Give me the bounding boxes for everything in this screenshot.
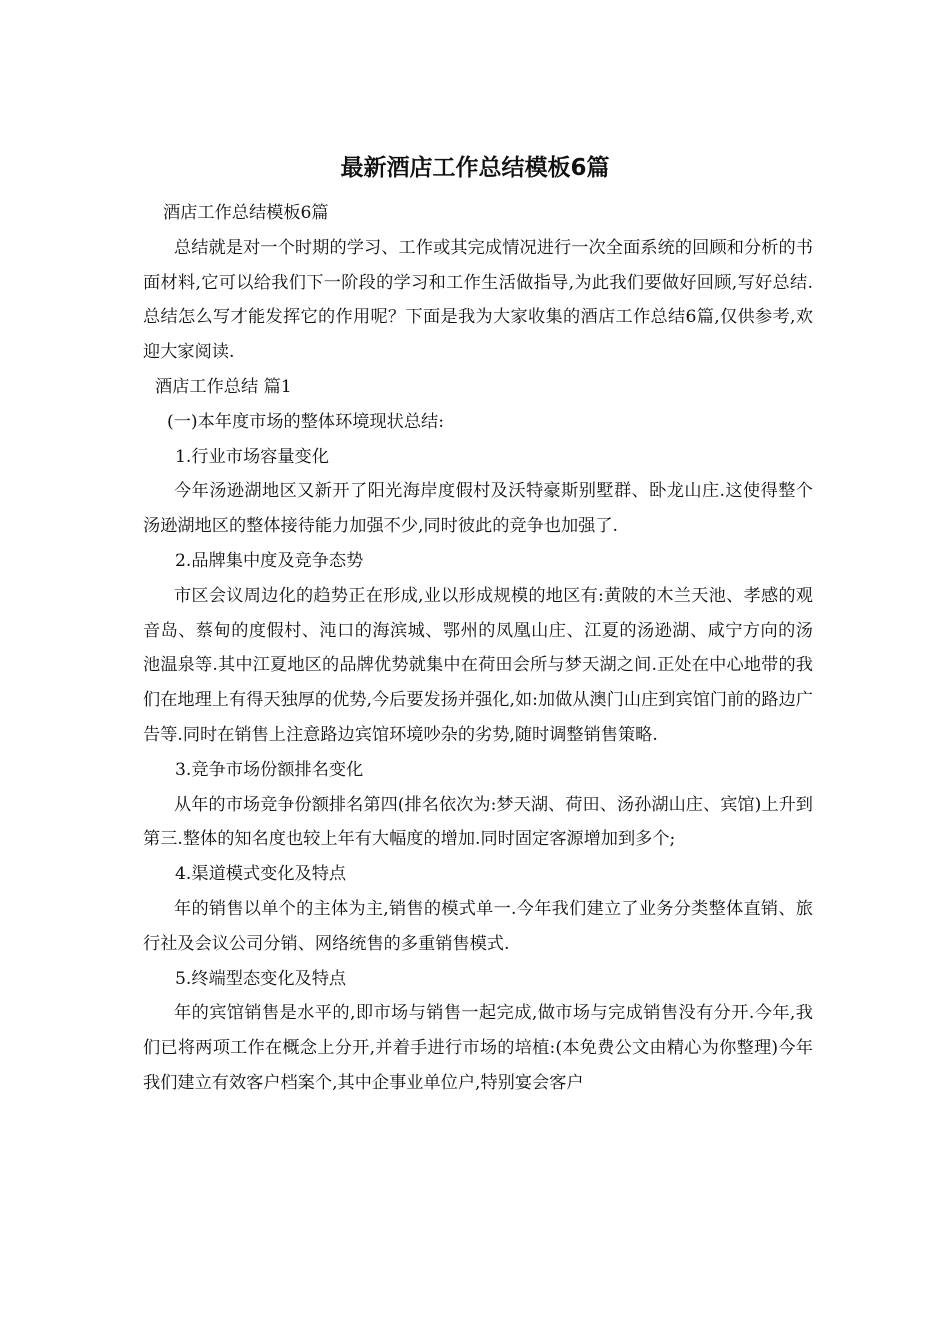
item-text-3: 从年的市场竞争份额排名第四(排名依次为:梦天湖、荷田、汤孙湖山庄、宾馆)上升到第三.整体的知名度也较上年有大幅度的增加.同时固定客源增加到多个; bbox=[143, 794, 813, 850]
item-text-1: 今年汤逊湖地区又新开了阳光海岸度假村及沃特豪斯别墅群、卧龙山庄.这使得整个汤逊湖地区的整体接待能力加强不少,同时彼此的竞争也加强了. bbox=[143, 481, 813, 537]
item-text-5: 年的宾馆销售是水平的,即市场与销售一起完成,做市场与完成销售没有分开.今年,我们已将两项工作在概念上分开,并着手进行市场的培植:(本免费公文由精心为你整理)今年我们建立有效客户档案个,其中企事业单位户,特别宴会客户 bbox=[143, 1003, 813, 1093]
item-heading-4: 4.渠道模式变化及特点 bbox=[175, 864, 347, 885]
document-title: 最新酒店工作总结模板6篇 bbox=[340, 155, 610, 181]
document-subtitle: 酒店工作总结模板6篇 bbox=[163, 203, 329, 223]
document-body bbox=[143, 196, 813, 1101]
item-text-4: 年的销售以单个的主体为主,销售的模式单一.今年我们建立了业务分类整体直销、旅行社及会议公司分销、网络统售的多重销售模式. bbox=[143, 898, 813, 954]
item-heading-5: 5.终端型态变化及特点 bbox=[175, 968, 347, 989]
item-heading-3: 3.竞争市场份额排名变化 bbox=[175, 759, 364, 780]
item-heading-2: 2.品牌集中度及竞争态势 bbox=[175, 550, 364, 571]
section-heading: 酒店工作总结 篇1 bbox=[155, 376, 292, 397]
part-heading: (一)本年度市场的整体环境现状总结: bbox=[167, 411, 445, 432]
item-heading-1: 1.行业市场容量变化 bbox=[175, 446, 329, 467]
item-text-2: 市区会议周边化的趋势正在形成,业以形成规模的地区有:黄陂的木兰天池、孝感的观音岛、蔡甸的度假村、沌口的海滨城、鄂州的凤凰山庄、江夏的汤逊湖、咸宁方向的汤池温泉等.其中江夏地区的品牌优势就集中在荷田会所与梦天湖之间.正处在中心地带的我们在地理上有得天独厚的优势,今后要发扬并强化,如:加做从澳门山庄到宾馆门前的路边广告等.同时在销售上注意路边宾馆环境吵杂的劣势,随时调整销售策略. bbox=[143, 585, 813, 745]
intro-paragraph: 总结就是对一个时期的学习、工作或其完成情况进行一次全面系统的回顾和分析的书面材料,它可以给我们下一阶段的学习和工作生活做指导,为此我们要做好回顾,写好总结.总结怎么写才能发挥它的作用呢？下面是我为大家收集的酒店工作总结6篇,仅供参考,欢迎大家阅读. bbox=[143, 237, 813, 363]
